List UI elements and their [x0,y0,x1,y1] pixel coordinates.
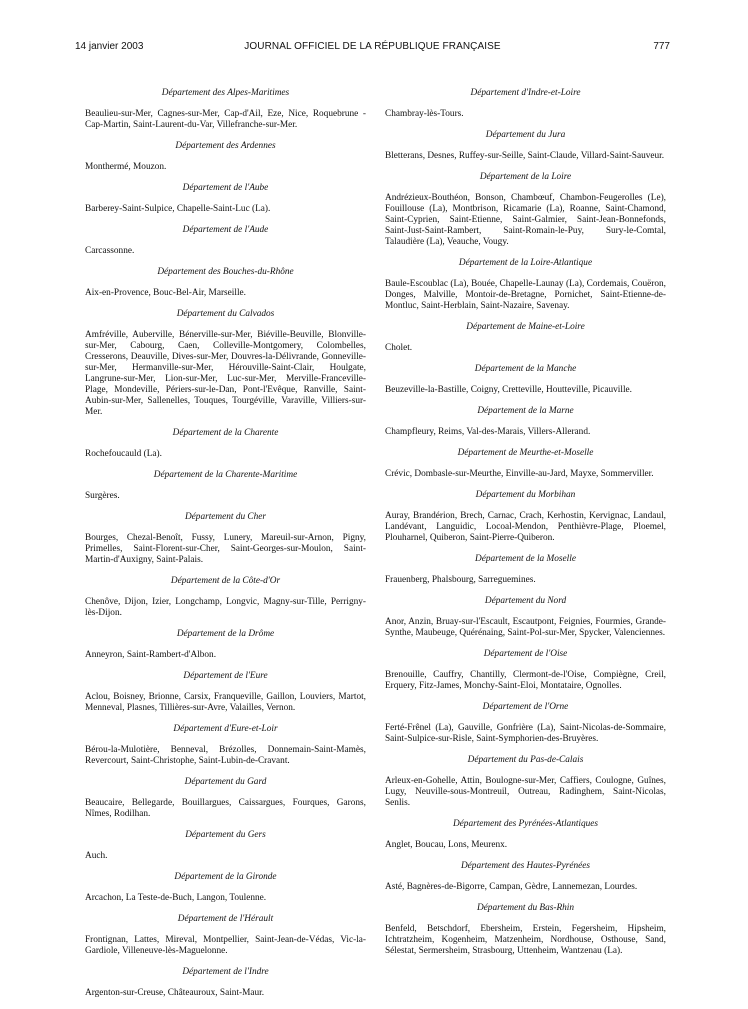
commune-list: Beaulieu-sur-Mer, Cagnes-sur-Mer, Cap-d'Ail, Eze, Nice, Roquebrune - Cap-Martin, Saint-Laurent-du-Var, Villefranche-sur-Mer. [85,109,366,130]
commune-list: Arcachon, La Teste-de-Buch, Langon, Toulenne. [85,893,267,903]
department-heading: Département de Meurthe-et-Moselle [457,448,594,458]
department-section [385,448,666,480]
department-heading: Département du Pas-de-Calais [467,755,584,765]
department-section [385,130,666,162]
commune-list: Auray, Brandérion, Brech, Carnac, Crach, Kerhostin, Kervignac, Landaul, Landévant, Languidic, Locoal-Mendon, Penthièvre-Plage, Ploemel, Plouharnel, Quiberon, Saint-Pierre-Quiberon. [385,511,666,543]
commune-list: Bletterans, Desnes, Ruffey-sur-Seille, Saint-Claude, Villard-Saint-Sauveur. [385,151,665,161]
department-section [85,267,366,299]
department-section [85,225,366,257]
department-section [385,819,666,851]
department-section [85,141,366,173]
department-heading: Département de l'Hérault [177,914,274,924]
department-heading: Département de l'Orne [482,702,569,712]
department-section [85,183,366,215]
department-heading: Département des Bouches-du-Rhône [157,267,294,277]
department-heading: Département d'Indre-et-Loire [470,88,581,98]
commune-list: Chambray-lès-Tours. [385,109,464,119]
department-heading: Département de la Manche [474,364,577,374]
department-section [85,629,366,661]
department-heading: Département du Bas-Rhin [476,903,575,913]
department-section [385,364,666,396]
commune-list: Monthermé, Mouzon. [85,162,167,172]
department-heading: Département de la Loire [479,172,572,182]
department-section [85,914,366,957]
department-section [85,428,366,460]
department-heading: Département du Calvados [176,309,275,319]
department-heading: Département de la Moselle [475,554,576,564]
department-heading: Département de la Charente-Maritime [153,470,298,480]
department-section [85,88,366,131]
department-section [85,967,366,999]
department-heading: Département des Hautes-Pyrénées [460,861,591,871]
commune-list: Frauenberg, Phalsbourg, Sarreguemines. [385,575,536,585]
commune-list: Chenôve, Dijon, Izier, Longchamp, Longvic, Magny-sur-Tille, Perrigny-lès-Dijon. [85,597,366,618]
department-section [385,903,666,957]
department-section [385,322,666,354]
department-section [85,724,366,767]
page-header [75,41,670,57]
department-section [385,596,666,639]
commune-list: Crévic, Dombasle-sur-Meurthe, Einville-au-Jard, Mayxe, Sommerviller. [385,469,654,479]
header-date: 14 janvier 2003 [75,41,144,52]
department-heading: Département du Gard [184,777,267,787]
department-heading: Département des Pyrénées-Atlantiques [452,819,599,829]
right-column [385,88,666,967]
commune-list: Anor, Anzin, Bruay-sur-l'Escault, Escautpont, Feignies, Fourmies, Grande-Synthe, Maubeuge, Quérénaing, Saint-Pol-sur-Mer, Spycker, Valenciennes. [385,617,666,638]
department-heading: Département du Morbihan [475,490,576,500]
left-column [85,88,366,1009]
department-section [85,671,366,714]
commune-list: Arleux-en-Gohelle, Attin, Boulogne-sur-Mer, Caffiers, Coulogne, Guînes, Lugy, Neuville-sous-Montreuil, Outreau, Radinghem, Saint-Nicolas, Senlis. [385,776,666,808]
commune-list: Aix-en-Provence, Bouc-Bel-Air, Marseille. [85,288,246,298]
department-section [85,470,366,502]
commune-list: Benfeld, Betschdorf, Ebersheim, Erstein, Fegersheim, Hipsheim, Ichtratzheim, Kogenheim, Matzenheim, Nordhouse, Osthouse, Sand, Sélestat, Sermersheim, Strasbourg, Uttenheim, Wantzenau (La). [385,924,666,956]
department-section [385,490,666,544]
department-heading: Département de l'Aude [182,225,269,235]
journal-title: JOURNAL OFFICIEL DE LA RÉPUBLIQUE FRANÇAISE [244,41,501,52]
department-heading: Département de l'Aube [182,183,269,193]
department-section [385,861,666,893]
commune-list: Frontignan, Lattes, Mireval, Montpellier, Saint-Jean-de-Védas, Vic-la-Gardiole, Villeneuve-lès-Maguelonne. [85,935,366,956]
department-heading: Département du Jura [485,130,566,140]
department-heading: Département de la Côte-d'Or [170,576,281,586]
commune-list: Anglet, Boucau, Lons, Meurenx. [385,840,508,850]
department-section [385,554,666,586]
commune-list: Anneyron, Saint-Rambert-d'Albon. [85,650,217,660]
department-section [385,88,666,120]
commune-list: Auch. [85,851,108,861]
department-heading: Département de Maine-et-Loire [466,322,585,332]
commune-list: Cholet. [385,343,413,353]
department-heading: Département du Gers [185,830,266,840]
department-heading: Département de la Loire-Atlantique [458,258,593,268]
commune-list: Andrézieux-Bouthéon, Bonson, Chambœuf, Chambon-Feugerolles (Le), Fouillouse (La), Montbrison, Ricamarie (La), Roanne, Saint-Chamond, Saint-Cyprien, Saint-Etienne, Saint-Galmier, Saint-Jean-Bonnefonds, Saint-Just-Saint-Rambert, Saint-Romain-le-Puy, Sury-le-Comtal, Talaudière (La), Veauche, Vougy. [385,193,666,247]
department-section [385,702,666,745]
commune-list: Surgères. [85,491,120,501]
department-heading: Département de l'Eure [183,671,268,681]
commune-list: Beuzeville-la-Bastille, Coigny, Cretteville, Houtteville, Picauville. [385,385,632,395]
department-heading: Département de la Marne [477,406,574,416]
department-section [85,576,366,619]
department-heading: Département de la Drôme [176,629,275,639]
department-section [385,755,666,809]
department-section [385,258,666,312]
commune-list: Carcassonne. [85,246,135,256]
department-section [385,406,666,438]
department-heading: Département du Nord [484,596,567,606]
commune-list: Bérou-la-Mulotière, Benneval, Brézolles, Donnemain-Saint-Mamès, Revercourt, Saint-Christophe, Saint-Lubin-de-Cravant. [85,745,366,766]
department-heading: Département des Alpes-Maritimes [161,88,290,98]
commune-list: Argenton-sur-Creuse, Châteauroux, Saint-Maur. [85,988,265,998]
department-section [85,512,366,566]
page-number: 777 [653,41,670,52]
commune-list: Barberey-Saint-Sulpice, Chapelle-Saint-Luc (La). [85,204,271,214]
department-section [85,830,366,862]
commune-list: Beaucaire, Bellegarde, Bouillargues, Caissargues, Fourques, Garons, Nîmes, Rodilhan. [85,798,366,819]
commune-list: Rochefoucauld (La). [85,449,162,459]
department-heading: Département de la Gironde [174,872,277,882]
department-section [85,309,366,418]
department-heading: Département de l'Indre [182,967,269,977]
commune-list: Aclou, Boisney, Brionne, Carsix, Franqueville, Gaillon, Louviers, Martot, Menneval, Plasnes, Tillières-sur-Avre, Valailles, Vernon. [85,692,366,713]
department-section [85,872,366,904]
department-heading: Département d'Eure-et-Loir [173,724,278,734]
commune-list: Bourges, Chezal-Benoît, Fussy, Lunery, Mareuil-sur-Arnon, Pigny, Primelles, Saint-Florent-sur-Cher, Saint-Georges-sur-Moulon, Saint-Martin-d'Auxigny, Saint-Palais. [85,533,366,565]
commune-list: Champfleury, Reims, Val-des-Marais, Villers-Allerand. [385,427,591,437]
commune-list: Brenouille, Cauffry, Chantilly, Clermont-de-l'Oise, Compiègne, Creil, Erquery, Fitz-James, Monchy-Saint-Eloi, Montataire, Ognolles. [385,670,666,691]
department-heading: Département du Cher [184,512,267,522]
department-section [85,777,366,820]
commune-list: Asté, Bagnères-de-Bigorre, Campan, Gèdre, Lannemezan, Lourdes. [385,882,638,892]
commune-list: Amfréville, Auberville, Bénerville-sur-Mer, Biéville-Beuville, Blonville-sur-Mer, Cabourg, Caen, Colleville-Montgomery, Colombelles, Cresserons, Deauville, Dives-sur-Mer, Douvres-la-Délivrande, Gonneville-sur-Mer, Hermanville-sur-Mer, Hérouville-Saint-Clair, Houlgate, Langrune-sur-Mer, Lion-sur-Mer, Luc-sur-Mer, Merville-Franceville-Plage, Mondeville, Périers-sur-le-Dan, Pont-l'Evêque, Ranville, Saint-Aubin-sur-Mer, Sallenelles, Touques, Tourgéville, Varaville, Villiers-sur-Mer. [85,330,366,417]
department-section [385,172,666,248]
department-section [385,649,666,692]
commune-list: Baule-Escoublac (La), Bouée, Chapelle-Launay (La), Cordemais, Couëron, Donges, Malville, Montoir-de-Bretagne, Pornichet, Saint-Etienne-de-Montluc, Saint-Herblain, Saint-Nazaire, Savenay. [385,279,666,311]
department-heading: Département de la Charente [172,428,279,438]
department-heading: Département des Ardennes [175,141,276,151]
commune-list: Ferté-Frênel (La), Gauville, Gonfrière (La), Saint-Nicolas-de-Sommaire, Saint-Sulpice-sur-Risle, Saint-Symphorien-des-Bruyères. [385,723,666,744]
department-heading: Département de l'Oise [483,649,568,659]
